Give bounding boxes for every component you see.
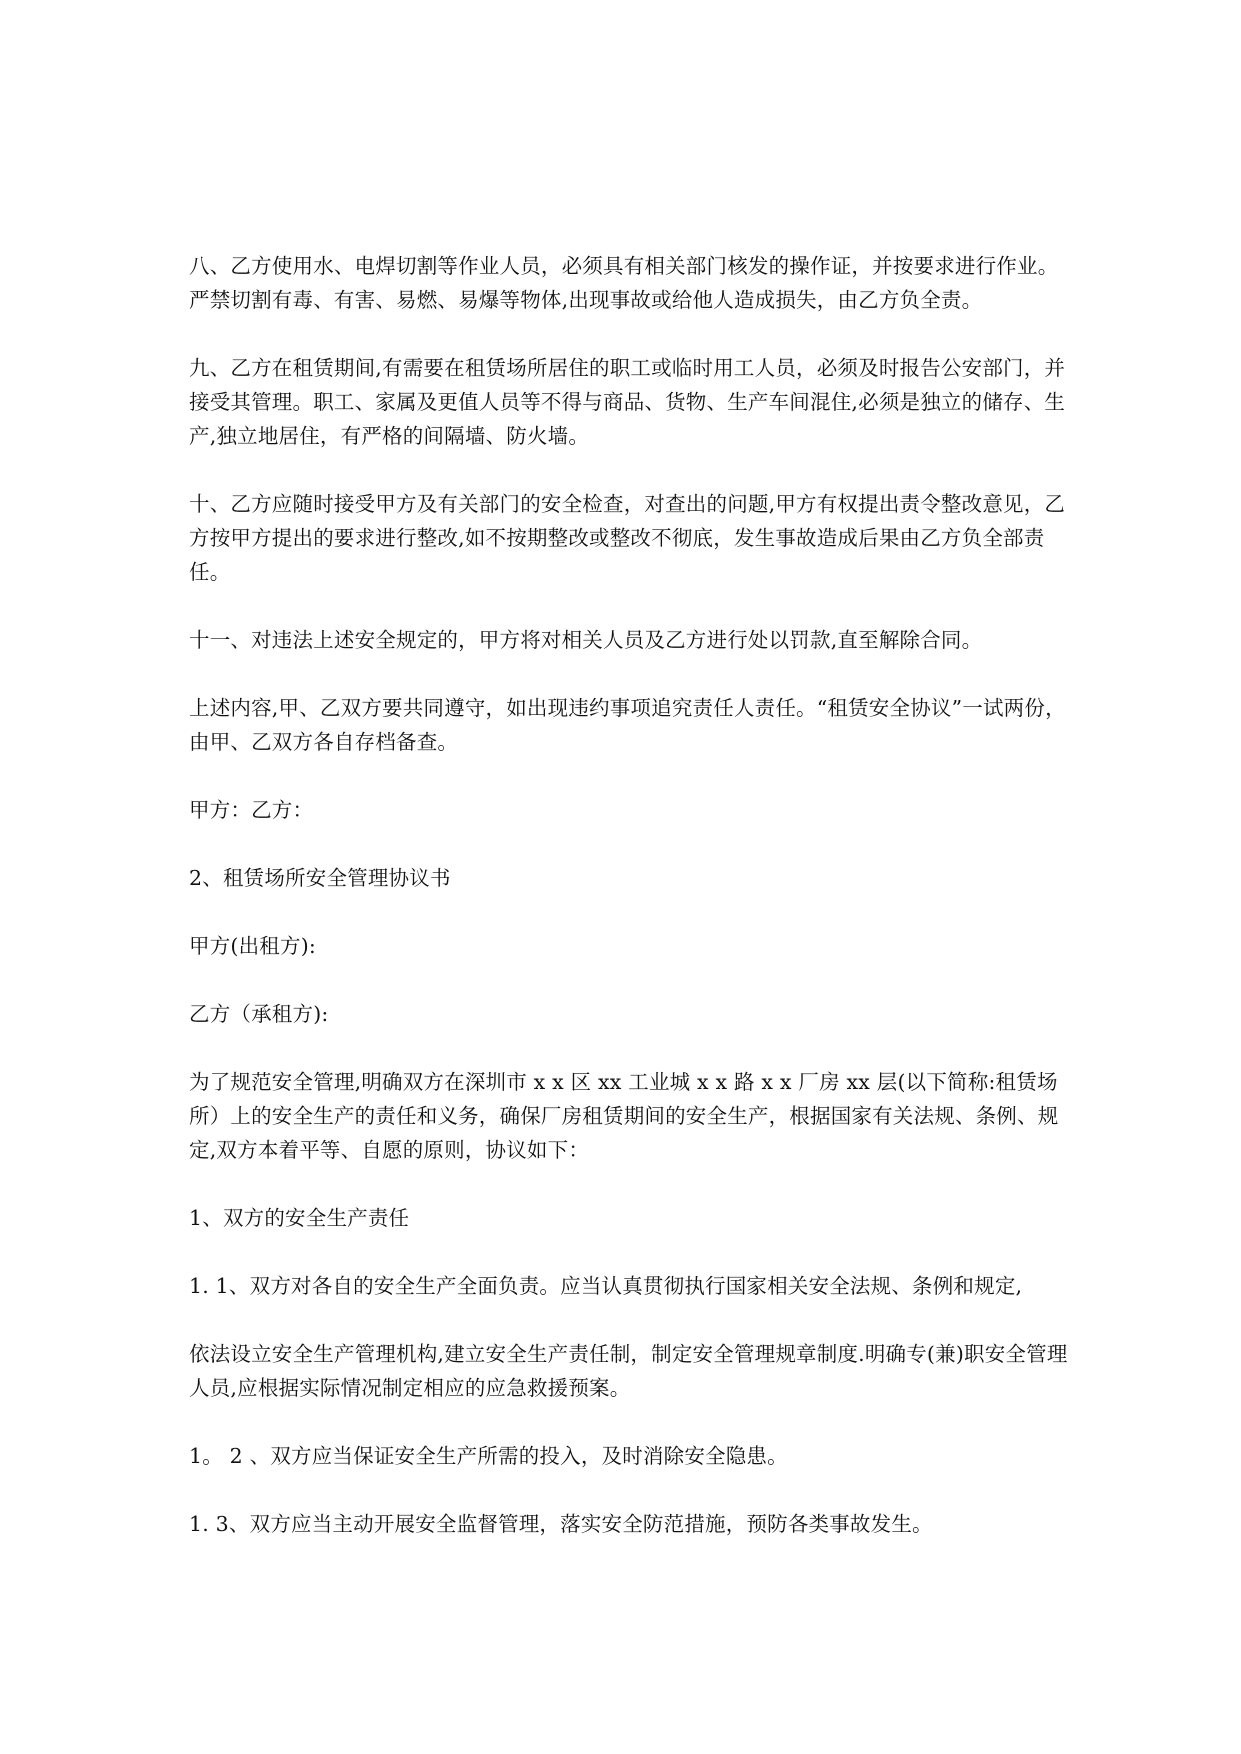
clause-10: 十、乙方应随时接受甲方及有关部门的安全检查，对查出的问题,甲方有权提出责令整改意见，乙方按甲方提出的要求进行整改,如不按期整改或整改不彻底，发生事故造成后果由乙方负全部责任。 (189, 492, 1066, 584)
item-1-3: 1. 3、双方应当主动开展安全监督管理，落实安全防范措施，预防各类事故发生。 (189, 1512, 933, 1536)
clause-8: 八、乙方使用水、电焊切割等作业人员，必须具有相关部门核发的操作证，并按要求进行作业。严禁切割有毒、有害、易燃、易爆等物体,出现事故或给他人造成损失，由乙方负全责。 (189, 254, 1059, 312)
preamble: 为了规范安全管理,明确双方在深圳市 x x 区 xx 工业城 x x 路 x x 厂房 xx 层(以下简称:租赁场所）上的安全生产的责任和义务，确保厂房租赁期间的安全生产，根据国家有关法规、条例、规定,双方本着平等、自愿的原则，协议如下： (189, 1070, 1059, 1162)
agreement-note: 上述内容,甲、乙双方要共同遵守，如出现违约事项追究责任人责任。“租赁安全协议”一试两份，由甲、乙双方各自存档备查。 (189, 696, 1066, 754)
clause-9: 九、乙方在租赁期间,有需要在租赁场所居住的职工或临时用工人员，必须及时报告公安部门，并接受其管理。职工、家属及更值人员等不得与商品、货物、生产车间混住,必须是独立的储存、生产,独立地居住，有严格的间隔墙、防火墙。 (189, 356, 1066, 448)
item-1-1: 1. 1、双方对各自的安全生产全面负责。应当认真贯彻执行国家相关安全法规、条例和规定, (189, 1274, 1023, 1298)
signature-line: 甲方：乙方： (189, 798, 314, 822)
heading-responsibility: 1、双方的安全生产责任 (189, 1206, 410, 1230)
party-a: 甲方(出租方): (189, 934, 317, 958)
party-b: 乙方（承租方): (189, 1002, 329, 1026)
clause-11: 十一、对违法上述安全规定的，甲方将对相关人员及乙方进行处以罚款,直至解除合同。 (189, 628, 983, 652)
document-body (189, 249, 1069, 1541)
section-title: 2、租赁场所安全管理协议书 (189, 866, 451, 890)
item-1-1-continued: 依法设立安全生产管理机构,建立安全生产责任制，制定安全管理规章制度.明确专(兼)职安全管理人员,应根据实际情况制定相应的应急救援预案。 (189, 1342, 1068, 1400)
item-1-2: 1。 2 、双方应当保证安全生产所需的投入，及时消除安全隐患。 (189, 1444, 788, 1468)
